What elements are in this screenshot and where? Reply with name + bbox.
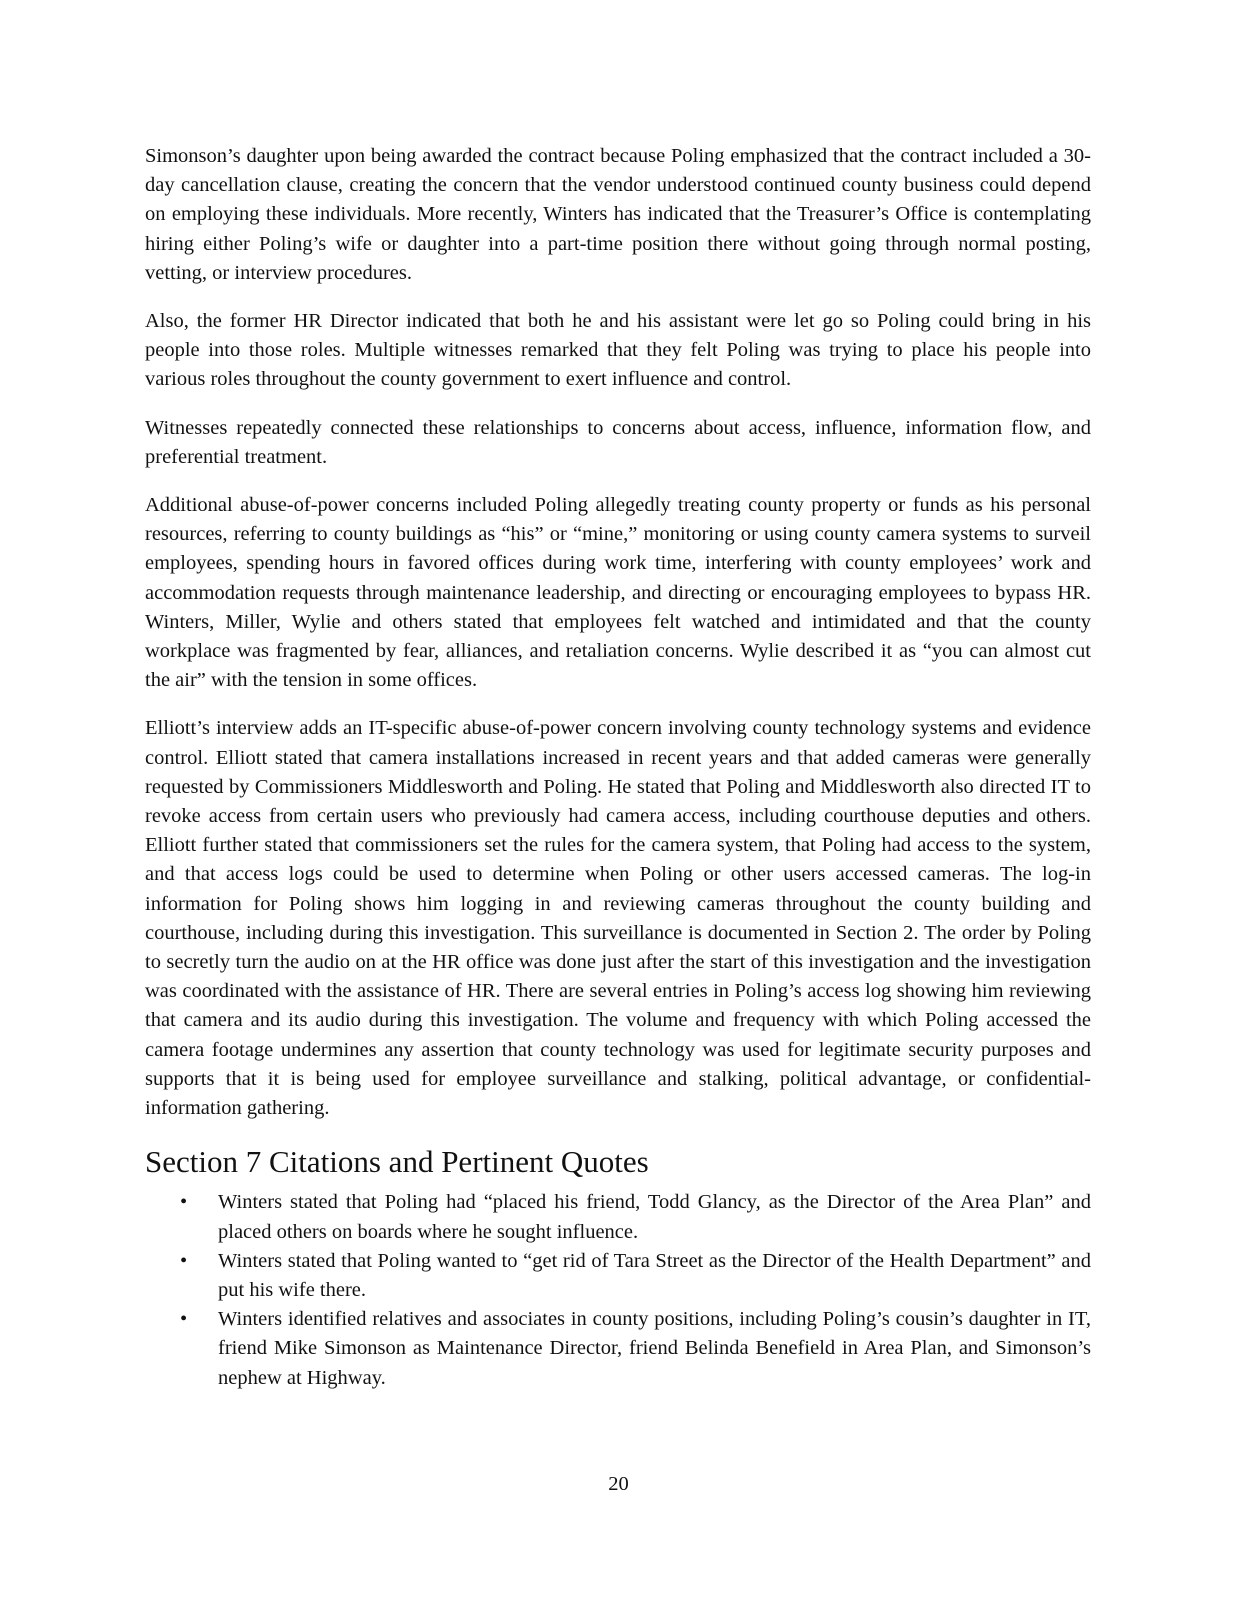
paragraph-abuse-of-power: Additional abuse-of-power concerns included Poling allegedly treating county property or funds as his personal resources, referring to county buildings as “his” or “mine,” monitoring or using county camera systems to surveil employees, spending hours in favored offices during work time, interfering with county employees’ work and accommodation requests through maintenance leadership, and directing or encouraging employees to bypass HR. Winters, Miller, Wylie and others stated that employees felt watched and intimidated and that the county workplace was fragmented by fear, alliances, and retaliation concerns. Wylie described it as “you can almost cut the air” with the tension in some offices. bbox=[145, 494, 1091, 692]
paragraph-hr-director: Also, the former HR Director indicated that both he and his assistant were let go so Poling could bring in his people into those roles. Multiple witnesses remarked that they felt Poling was trying to place his people into various roles throughout the county government to exert influence and control. bbox=[145, 310, 1091, 391]
page-number: 20 bbox=[608, 1473, 629, 1495]
bullet-icon: • bbox=[180, 1191, 188, 1214]
list-item bbox=[180, 1247, 1091, 1305]
bullet-icon: • bbox=[180, 1249, 188, 1272]
document-page bbox=[145, 142, 1091, 1393]
list-item bbox=[180, 1188, 1091, 1246]
list-item-text: Winters stated that Poling wanted to “get rid of Tara Street as the Director of the Health Department” and put his wife there. bbox=[218, 1249, 1091, 1301]
section-heading: Section 7 Citations and Pertinent Quotes bbox=[145, 1144, 649, 1180]
bullet-icon: • bbox=[180, 1308, 188, 1331]
paragraph-witness-concerns: Witnesses repeatedly connected these relationships to concerns about access, influence, information flow, and preferential treatment. bbox=[145, 416, 1091, 468]
citations-list bbox=[145, 1188, 1091, 1392]
list-item-text: Winters stated that Poling had “placed his friend, Todd Glancy, as the Director of the Area Plan” and placed others on boards where he sought influence. bbox=[218, 1191, 1091, 1243]
list-item-text: Winters identified relatives and associates in county positions, including Poling’s cousin’s daughter in IT, friend Mike Simonson as Maintenance Director, friend Belinda Benefield in Area Plan, and Simonson’s nephew at Highway. bbox=[218, 1308, 1091, 1389]
paragraph-contract-hiring: Simonson’s daughter upon being awarded the contract because Poling emphasized that the contract included a 30-day cancellation clause, creating the concern that the vendor understood continued county business could depend on employing these individuals. More recently, Winters has indicated that the Treasurer’s Office is contemplating hiring either Poling’s wife or daughter into a part-time position there without going through normal posting, vetting, or interview procedures. bbox=[145, 145, 1091, 284]
list-item bbox=[180, 1305, 1091, 1393]
paragraph-it-camera-concerns: Elliott’s interview adds an IT-specific abuse-of-power concern involving county technology systems and evidence control. Elliott stated that camera installations increased in recent years and that added cameras were generally requested by Commissioners Middlesworth and Poling. He stated that Poling and Middlesworth also directed IT to revoke access from certain users who previously had camera access, including courthouse deputies and others. Elliott further stated that commissioners set the rules for the camera system, that Poling had access to the system, and that access logs could be used to determine when Poling or other users accessed cameras. The log-in information for Poling shows him logging in and reviewing cameras throughout the county building and courthouse, including during this investigation. This surveillance is documented in Section 2. The order by Poling to secretly turn the audio on at the HR office was done just after the start of this investigation and the investigation was coordinated with the assistance of HR. There are several entries in Poling’s access log showing him reviewing that camera and its audio during this investigation. The volume and frequency with which Poling accessed the camera footage undermines any assertion that county technology was used for legitimate security purposes and supports that it is being used for employee surveillance and stalking, political advantage, or confidential-information gathering. bbox=[145, 717, 1091, 1120]
